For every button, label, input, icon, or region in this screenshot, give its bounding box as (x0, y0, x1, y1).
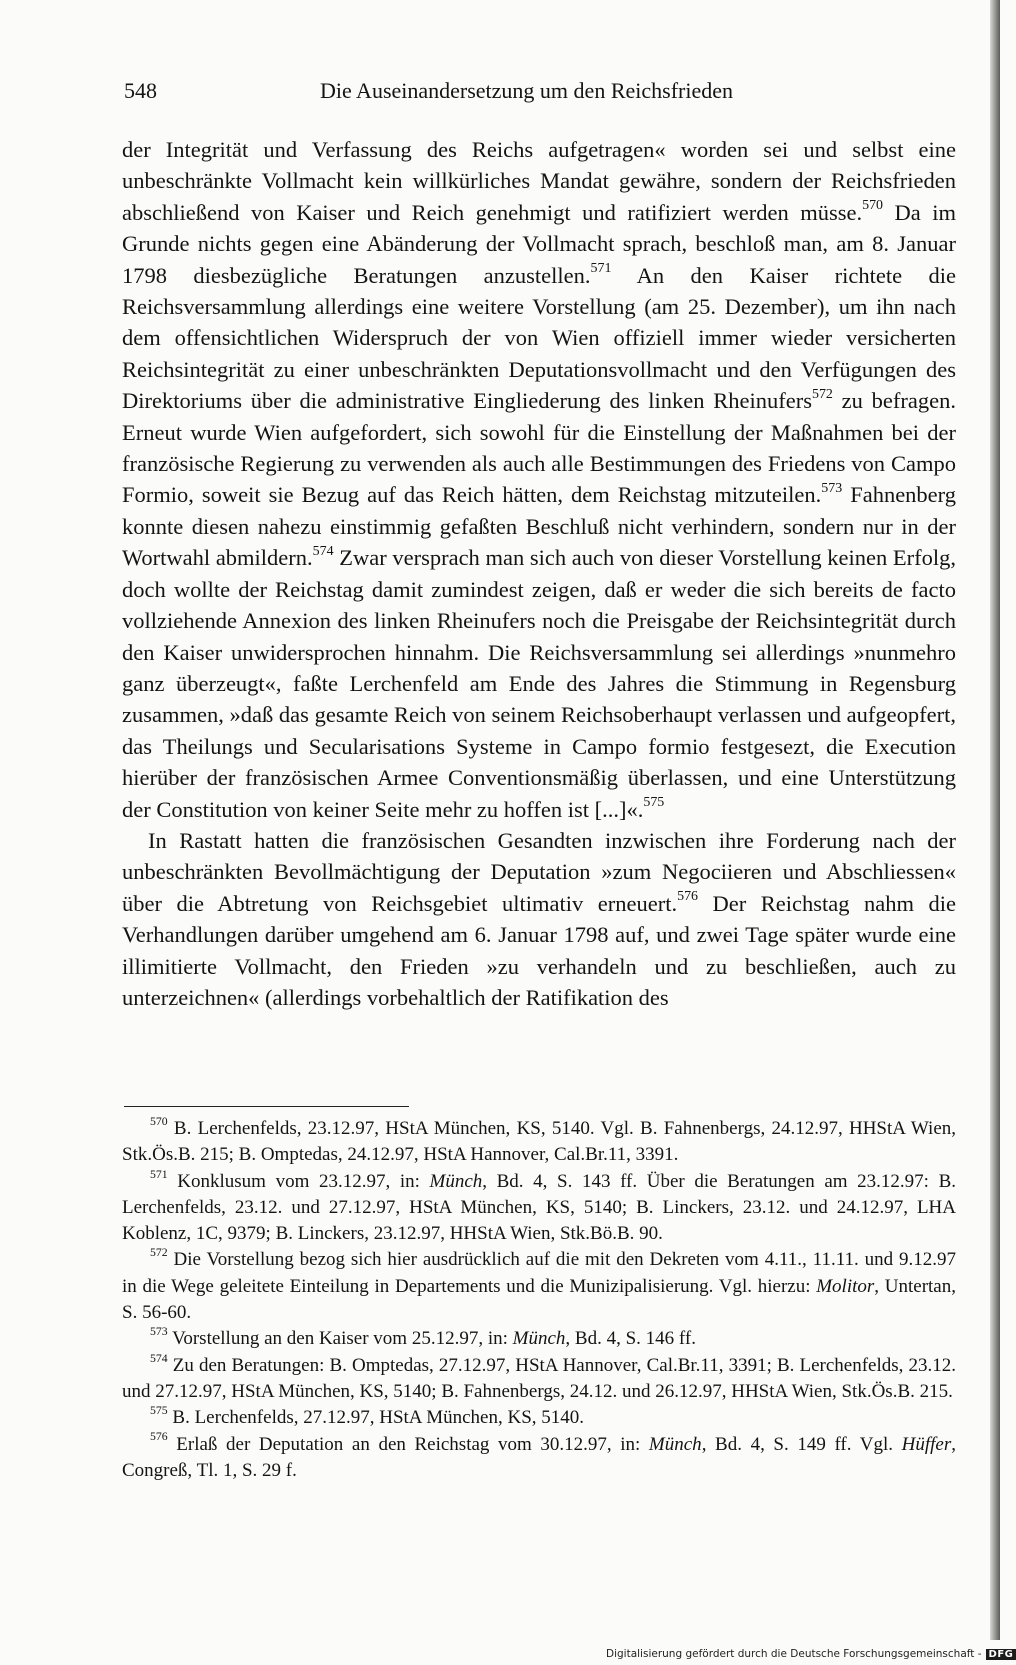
text-segment: der Integrität und Verfassung des Reichs aufgetragen« worden sei und selbst eine unbeschränkte Vollmacht kein willkürliches Mandat gewähre, sondern der Reichsfrieden abschließend von Kaiser und Reich genehmigt und ratifiziert werden müsse. (122, 137, 956, 225)
footnote-ref-571[interactable]: 571 (590, 261, 612, 277)
digitization-credit (606, 1648, 1014, 1664)
footnote-575 (122, 1405, 956, 1431)
footnote-text: , Bd. 4, S. 143 ff. Über die Beratungen am 23.12.97: B. Lerchenfelds, 23.12. und 27.12.97, HStA München, KS, 5140; B. Linckers, 23.12. und 24.12.97, LHA Koblenz, 1C, 9379; B. Linckers, 23.12.97, HHStA Wien, Stk.Bö.B. 90. (122, 1170, 956, 1245)
footnote-text: B. Lerchenfelds, 23.12.97, HStA München, KS, 5140. Vgl. B. Fahnenbergs, 24.12.97, HHStA Wien, Stk.Ös.B. 215; B. Omptedas, 24.12.97, HStA Hannover, Cal.Br.11, 3391. (122, 1118, 957, 1166)
footnote-divider (124, 1106, 409, 1107)
footnote-text: B. Lerchenfelds, 27.12.97, HStA München, KS, 5140. (172, 1407, 585, 1429)
footnote-text: Erlaß der Deputation an den Reichstag vom 30.12.97, in: (176, 1433, 649, 1455)
main-text (122, 134, 956, 1013)
running-header (124, 78, 954, 112)
footnote-ref-572[interactable]: 572 (811, 386, 833, 402)
footnote-text: Die Vorstellung bezog sich hier ausdrücklich auf die mit den Dekreten vom 4.11., 11.11. und 9.12.97 in die Wege geleitete Einteilung in Departements und die Munizipalisierung. Vgl. hierzu: (122, 1249, 956, 1297)
footnote-number: 572 (150, 1246, 168, 1260)
footnote-ref-576[interactable]: 576 (677, 889, 698, 905)
footnote-572 (122, 1247, 956, 1326)
footnote-573 (122, 1326, 956, 1352)
footnote-source-title: Münch (512, 1328, 566, 1350)
footnote-number: 574 (150, 1351, 168, 1365)
text-segment: In Rastatt hatten die französischen Gesandten inzwischen ihre Forderung nach der unbeschränkten Bevollmächtigung der Deputation »zum Negociieren und Abschliessen« über die Abtretung von Reichsgebiet ultimativ erneuert. (122, 827, 956, 916)
text-segment: Fahnenberg konnte diesen nahezu einstimmig gefaßten Beschluß nicht verhindern, sondern nur in der Wortwahl abmildern. (122, 482, 957, 571)
running-title: Die Auseinandersetzung um den Reichsfrieden (320, 78, 733, 103)
footnote-text: , Congreß, Tl. 1, S. 29 f. (122, 1433, 956, 1481)
text-segment: Da im Grunde nichts gegen eine Abänderung der Vollmacht sprach, beschloß man, am 8. Januar 1798 diesbezügliche Beratungen anzustellen. (122, 199, 956, 288)
footnote-576 (122, 1432, 956, 1485)
footnote-ref-573[interactable]: 573 (821, 480, 843, 496)
footnote-text: , Bd. 4, S. 146 ff. (565, 1328, 696, 1350)
footnote-text: Konklusum vom 23.12.97, in: (177, 1170, 430, 1192)
text-segment: zu befragen. Erneut wurde Wien aufgefordert, sich sowohl für die Einstellung der Maßnahmen bei der französische Regierung zu verwenden als auch alle Bestimmungen des Friedens von Campo Formio, soweit sie Bezug auf das Reich hätten, dem Reichstag mitzuteilen. (122, 388, 956, 508)
text-segment: Der Reichstag nahm die Verhandlungen darüber umgehend am 6. Januar 1798 auf, und zwei Tage später wurde eine illimitierte Vollmacht, den Frieden »zu verhandeln und zu beschließen, auch zu unterzeichnen« (allerdings vorbehaltlich der Ratifikation des (122, 890, 956, 1010)
footnote-text: Zu den Beratungen: B. Omptedas, 27.12.97, HStA Hannover, Cal.Br.11, 3391; B. Lerchenfelds, 23.12. und 27.12.97, HStA München, KS, 5140; B. Fahnenbergs, 24.12. und 26.12.97, HHStA Wien, Stk.Ös.B. 215. (122, 1354, 957, 1402)
footnote-source-title: Münch (648, 1433, 702, 1455)
footnote-574 (122, 1353, 956, 1406)
footnote-571 (122, 1169, 956, 1248)
page-number: 548 (124, 78, 157, 103)
footnote-author: Molitor (816, 1275, 875, 1297)
footnote-number: 571 (150, 1167, 168, 1181)
footnote-source-title: Münch (429, 1170, 483, 1192)
credit-text: Digitalisierung gefördert durch die Deutsche Forschungsgemeinschaft - (606, 1648, 982, 1660)
text-segment: An den Kaiser richtete die Reichsversammlung allerdings eine weitere Vorstellung (am 25. Dezember), um ihn nach dem offensichtlichen Widerspruch der von Wien offiziell immer wieder versicherten Reichsintegrität zu einer unbeschränkten Deputationsvollmacht und den Verfügungen des Direktoriums über die administrative Eingliederung des linken Rheinufers (122, 262, 956, 414)
footnote-text: , Untertan, S. 56-60. (122, 1275, 956, 1324)
footnote-text: Vorstellung an den Kaiser vom 25.12.97, in: (172, 1328, 513, 1350)
footnote-text: , Bd. 4, S. 149 ff. Vgl. (701, 1433, 902, 1455)
footnote-ref-570[interactable]: 570 (862, 198, 884, 214)
footnote-570 (122, 1116, 956, 1169)
footnote-number: 575 (150, 1404, 168, 1418)
scan-edge-shadow (990, 0, 1000, 1640)
footnote-number: 576 (150, 1430, 168, 1444)
footnote-author: Hüffer (901, 1433, 952, 1455)
footnote-ref-575[interactable]: 575 (643, 794, 665, 810)
paragraph-1 (122, 134, 956, 825)
paragraph-2 (122, 825, 956, 1013)
dfg-logo-icon: DFG (986, 1649, 1016, 1660)
text-segment: Zwar versprach man sich auch von dieser Vorstellung keinen Erfolg, doch wollte der Reichstag damit zumindest zeigen, daß er weder die sich bereits de facto vollziehende Annexion des linken Rheinufers noch die Preisgabe der Reichsintegrität durch den Kaiser unwidersprochen hinnahm. Die Reichsversammlung sei allerdings »nunmehro ganz überzeugt«, faßte Lerchenfeld am Ende des Jahres die Stimmung in Regensburg zusammen, »daß das gesamte Reich von seinem Reichsoberhaupt verlassen und aufgeopfert, das Theilungs und Secularisations Systeme in Campo formio festgesezt, die Execution hierüber der französischen Armee Conventionsmäßig überlassen, und eine Unterstützung der Constitution von keiner Seite mehr zu hoffen ist [...]«. (122, 545, 956, 822)
footnote-number: 573 (150, 1325, 168, 1339)
footnotes (122, 1116, 956, 1484)
footnote-number: 570 (150, 1114, 168, 1128)
footnote-ref-574[interactable]: 574 (312, 543, 334, 559)
